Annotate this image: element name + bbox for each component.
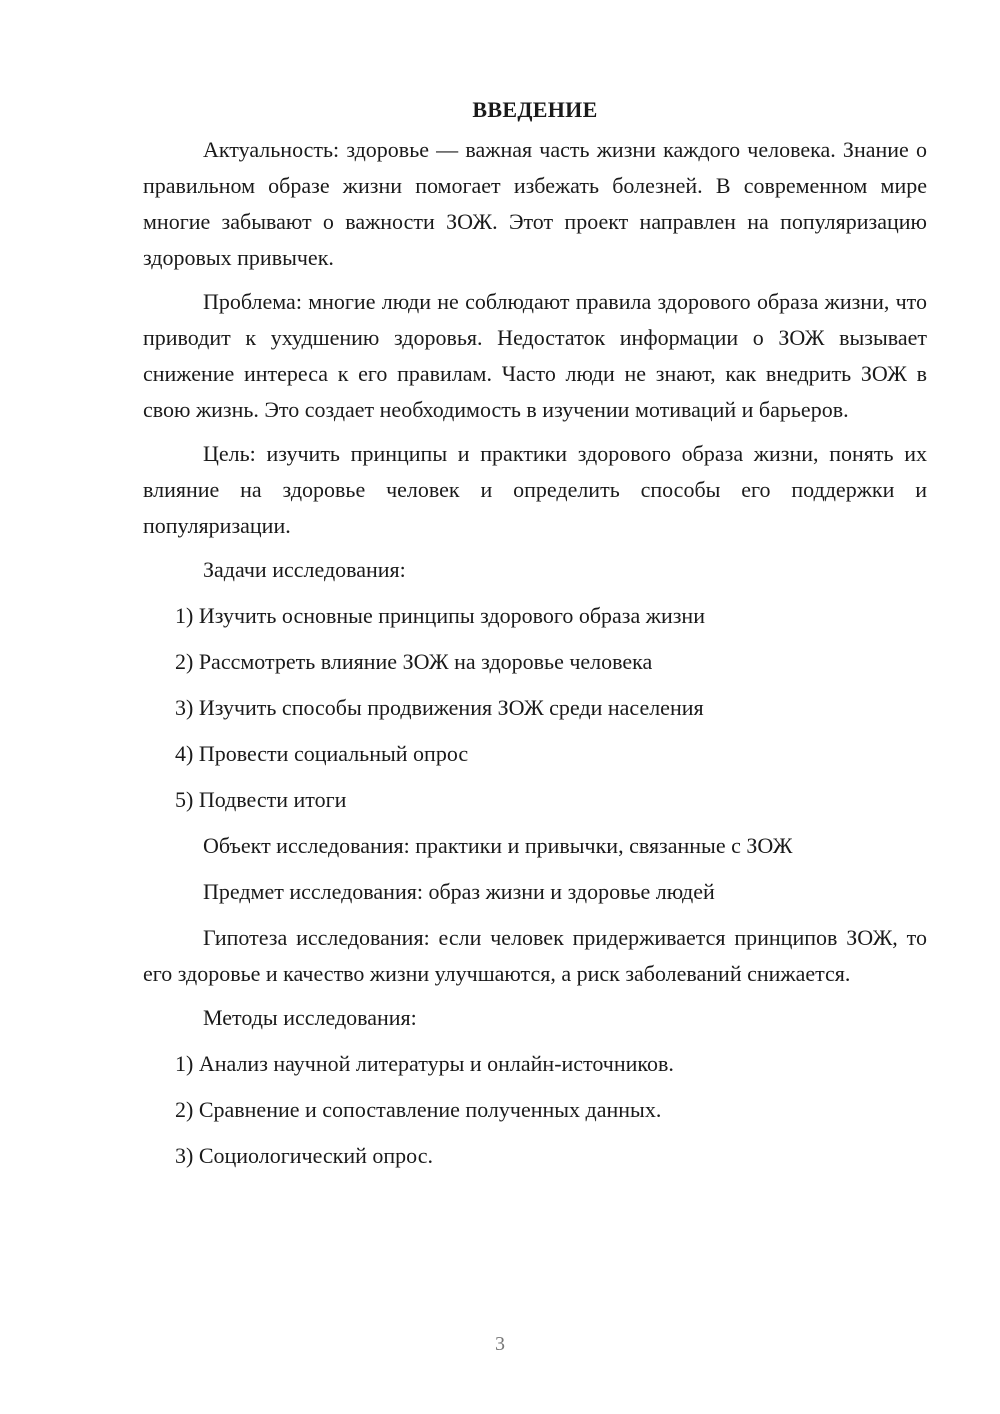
methods-list (143, 1046, 927, 1174)
hypothesis-paragraph: Гипотеза исследования: если человек придерживается принципов ЗОЖ, то его здоровье и качество жизни улучшаются, а риск заболеваний снижается. (143, 925, 927, 986)
method-item: 1) Анализ научной литературы и онлайн-источников. (175, 1051, 674, 1076)
tasks-list (143, 598, 927, 818)
research-object: Объект исследования: практики и привычки, связанные с ЗОЖ (203, 833, 793, 858)
tasks-title: Задачи исследования: (203, 557, 406, 582)
relevance-paragraph: Актуальность: здоровье — важная часть жизни каждого человека. Знание о правильном образе жизни помогает избежать болезней. В современном мире многие забывают о важности ЗОЖ. Этот проект направлен на популяризацию здоровых привычек. (143, 137, 927, 270)
task-item: 1) Изучить основные принципы здорового образа жизни (175, 603, 705, 628)
method-item: 3) Социологический опрос. (175, 1143, 433, 1168)
section-heading: ВВЕДЕНИЕ (472, 97, 598, 122)
task-item: 2) Рассмотреть влияние ЗОЖ на здоровье человека (175, 649, 653, 674)
page-number: 3 (495, 1333, 505, 1355)
task-item: 5) Подвести итоги (175, 787, 347, 812)
task-item: 4) Провести социальный опрос (175, 741, 469, 766)
method-item: 2) Сравнение и сопоставление полученных данных. (175, 1097, 662, 1122)
methods-title: Методы исследования: (203, 1005, 417, 1030)
document-page (143, 92, 927, 1184)
research-subject: Предмет исследования: образ жизни и здоровье людей (203, 879, 715, 904)
goal-paragraph: Цель: изучить принципы и практики здорового образа жизни, понять их влияние на здоровье человек и определить способы его поддержки и популяризации. (143, 441, 927, 538)
task-item: 3) Изучить способы продвижения ЗОЖ среди населения (175, 695, 704, 720)
problem-paragraph: Проблема: многие люди не соблюдают правила здорового образа жизни, что приводит к ухудшению здоровья. Недостаток информации о ЗОЖ вызывает снижение интереса к его правилам. Часто люди не знают, как внедрить ЗОЖ в свою жизнь. Это создает необходимость в изучении мотиваций и барьеров. (143, 289, 927, 422)
